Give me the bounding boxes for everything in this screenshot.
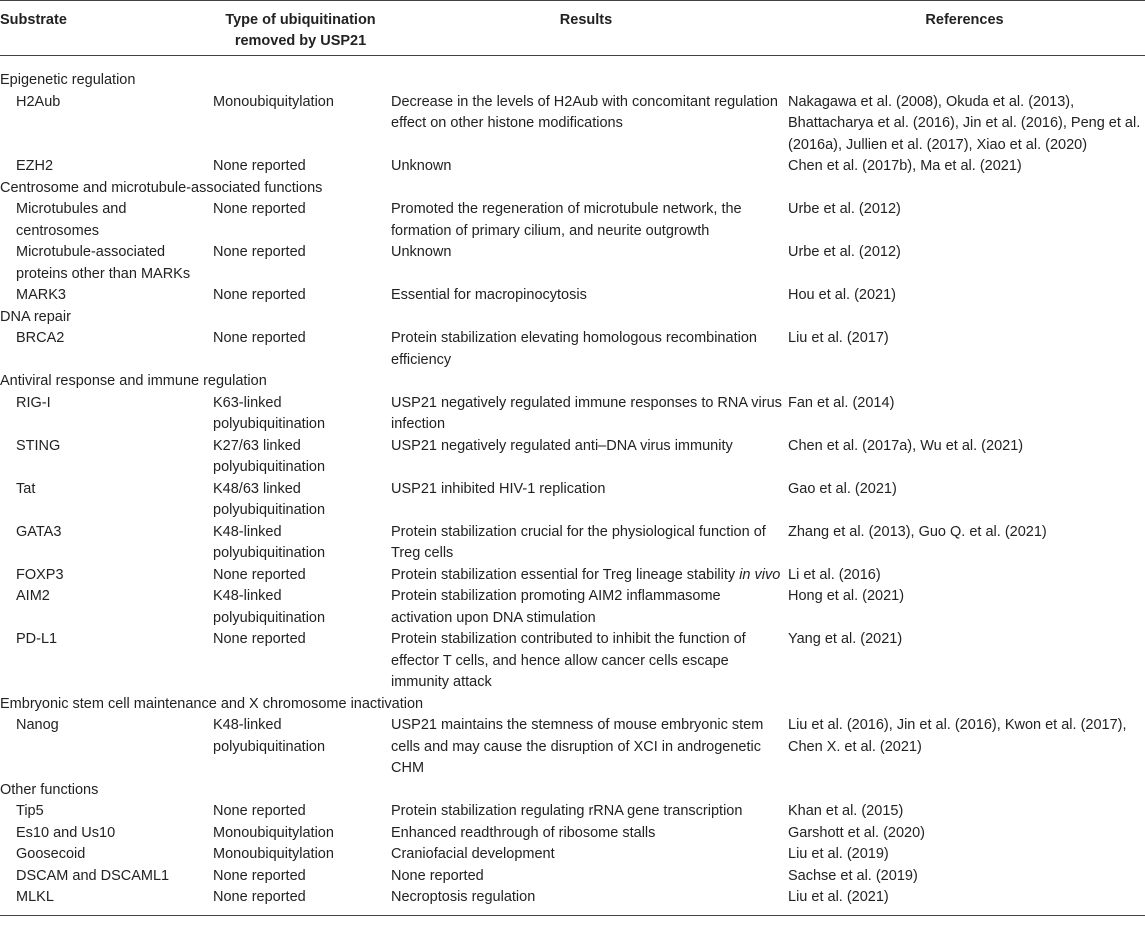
table-row [0, 436, 1145, 479]
result-cell: Enhanced readthrough of ribosome stalls [391, 824, 656, 841]
result-cell: Essential for macropinocytosis [391, 287, 587, 303]
result-cell: Protein stabilization regulating rRNA gene transcription [391, 803, 743, 819]
result-text: Protein stabilization essential for Treg lineage stability [391, 566, 740, 583]
section-row [0, 694, 1145, 716]
result-italic-text: in vivo [739, 566, 781, 583]
ubiquitination-type-cell: None reported [213, 867, 306, 884]
substrate-cell: MARK3 [16, 287, 66, 303]
references-cell: Urbe et al. (2012) [788, 201, 901, 217]
result-cell: USP21 negatively regulated immune responses to RNA virus infection [391, 394, 782, 432]
section-row [0, 178, 1145, 200]
table-body [0, 56, 1145, 916]
result-cell: Decrease in the levels of H2Aub with concomitant regulation effect on other histone modifications [391, 93, 778, 131]
section-row [0, 780, 1145, 802]
substrate-cell: H2Aub [16, 93, 61, 110]
result-cell: Promoted the regeneration of microtubule network, the formation of primary cilium, and neurite outgrowth [391, 201, 742, 239]
ubiquitination-type-cell: Monoubiquitylation [213, 824, 334, 841]
table-row [0, 92, 1145, 157]
section-row [0, 307, 1145, 329]
table-row [0, 887, 1145, 915]
references-cell: Sachse et al. (2019) [788, 867, 918, 884]
substrate-cell: Tip5 [16, 803, 44, 819]
substrate-cell: Microtubule-associated proteins other than MARKs [16, 244, 191, 282]
table-row [0, 586, 1145, 629]
table-row [0, 801, 1145, 823]
table-row [0, 844, 1145, 866]
result-cell: Necroptosis regulation [388, 887, 784, 915]
result-cell: Protein stabilization promoting AIM2 inflammasome activation upon DNA stimulation [391, 588, 721, 626]
references-cell: Liu et al. (2017) [788, 330, 889, 346]
substrate-cell: FOXP3 [16, 566, 64, 583]
substrate-cell: PD-L1 [16, 631, 58, 647]
ubiquitination-type-cell: None reported [213, 803, 306, 819]
result-cell: Craniofacial development [391, 846, 555, 862]
substrate-cell: BRCA2 [16, 330, 65, 346]
table-header [0, 1, 1145, 56]
ubiquitination-type-cell: K48-linked polyubiquitination [213, 588, 326, 626]
ubiquitination-type-cell: None reported [213, 158, 306, 174]
substrate-cell: Nanog [16, 717, 59, 733]
table-row [0, 285, 1145, 307]
table-row [0, 199, 1145, 242]
section-title: Antiviral response and immune regulation [0, 373, 267, 389]
substrate-cell: GATA3 [16, 523, 62, 540]
table-row [0, 242, 1145, 285]
ubiquitination-type-cell: None reported [213, 566, 306, 583]
substrate-cell: Tat [16, 480, 36, 497]
ubiquitination-type-cell: K48/63 linked polyubiquitination [213, 480, 326, 518]
substrate-cell: STING [16, 437, 61, 454]
references-cell: Fan et al. (2014) [788, 394, 895, 411]
references-cell: Hou et al. (2021) [788, 287, 897, 303]
references-cell: Gao et al. (2021) [788, 480, 897, 497]
references-cell: Liu et al. (2019) [788, 846, 889, 862]
ubiquitination-type-cell: K27/63 linked polyubiquitination [213, 437, 326, 475]
references-cell: Khan et al. (2015) [788, 803, 904, 819]
header-type: Type of ubiquitination removed by USP21 [210, 1, 388, 56]
header-results: Results [388, 1, 784, 56]
result-cell: USP21 inhibited HIV-1 replication [391, 480, 606, 497]
ubiquitination-type-cell: Monoubiquitylation [213, 93, 334, 110]
section-title: DNA repair [0, 308, 71, 325]
substrate-cell: MLKL [0, 887, 210, 915]
table-row [0, 479, 1145, 522]
section-title: Other functions [0, 781, 99, 798]
references-cell: Chen et al. (2017b), Ma et al. (2021) [788, 158, 1022, 174]
table-row [0, 866, 1145, 888]
table-row [0, 715, 1145, 780]
substrate-cell: AIM2 [16, 588, 50, 604]
references-cell: Yang et al. (2021) [788, 631, 903, 647]
references-cell: Liu et al. (2016), Jin et al. (2016), Kwon et al. (2017), Chen X. et al. (2021) [788, 717, 1127, 755]
references-cell: Li et al. (2016) [788, 566, 881, 583]
table-row [0, 629, 1145, 694]
substrate-cell: DSCAM and DSCAML1 [16, 867, 170, 884]
substrate-cell: EZH2 [16, 158, 54, 174]
ubiquitination-type-cell: None reported [213, 287, 306, 303]
ubiquitination-type-cell: None reported [210, 887, 388, 915]
result-cell: Unknown [391, 158, 452, 174]
ubiquitination-type-cell: Monoubiquitylation [213, 846, 334, 862]
header-references: References [784, 1, 1145, 56]
references-cell: Urbe et al. (2012) [788, 244, 901, 260]
section-title: Embryonic stem cell maintenance and X chromosome inactivation [0, 695, 424, 712]
ubiquitination-type-cell: None reported [213, 244, 306, 260]
ubiquitination-type-cell: K63-linked polyubiquitination [213, 394, 326, 432]
result-cell: Protein stabilization contributed to inhibit the function of effector T cells, and hence allow cancer cells escape immunity attack [391, 631, 746, 690]
section-title: Centrosome and microtubule-associated functions [0, 179, 323, 196]
ubiquitination-type-cell: None reported [213, 201, 306, 217]
ubiquitination-type-cell: None reported [213, 631, 306, 647]
result-cell: Unknown [391, 244, 452, 260]
table-row [0, 522, 1145, 565]
references-cell: Chen et al. (2017a), Wu et al. (2021) [788, 437, 1024, 454]
substrate-cell: RIG-I [16, 394, 51, 411]
section-row [0, 371, 1145, 393]
result-cell: USP21 negatively regulated anti–DNA virus immunity [391, 437, 733, 454]
ubiquitination-type-cell: K48-linked polyubiquitination [213, 523, 326, 561]
substrate-cell: Es10 and Us10 [16, 824, 116, 841]
result-cell: Protein stabilization crucial for the physiological function of Treg cells [391, 523, 766, 561]
table-row [0, 328, 1145, 371]
section-row [0, 56, 1145, 92]
table-row [0, 393, 1145, 436]
references-cell: Liu et al. (2021) [784, 887, 1145, 915]
result-cell [388, 565, 784, 587]
result-cell: None reported [391, 867, 484, 884]
table-row [0, 156, 1145, 178]
references-cell: Zhang et al. (2013), Guo Q. et al. (2021) [788, 523, 1047, 540]
references-cell: Nakagawa et al. (2008), Okuda et al. (2013), Bhattacharya et al. (2016), Jin et al. (2016), Peng et al. (2016a), Jullien et al. (2017), Xiao et al. (2020) [788, 93, 1141, 153]
substrate-cell: Microtubules and centrosomes [16, 201, 127, 239]
substrate-cell: Goosecoid [16, 846, 86, 862]
ubiquitination-type-cell: None reported [213, 330, 306, 346]
references-cell: Hong et al. (2021) [788, 588, 905, 604]
table-row [0, 565, 1145, 587]
ubiquitination-type-cell: K48-linked polyubiquitination [213, 717, 326, 755]
header-substrate: Substrate [0, 1, 210, 56]
result-cell: Protein stabilization elevating homologous recombination efficiency [391, 330, 757, 368]
references-cell: Garshott et al. (2020) [788, 824, 926, 841]
section-title: Epigenetic regulation [0, 72, 136, 88]
table-row [0, 823, 1145, 845]
result-cell: USP21 maintains the stemness of mouse embryonic stem cells and may cause the disruption of XCI in androgenetic CHM [391, 717, 764, 776]
